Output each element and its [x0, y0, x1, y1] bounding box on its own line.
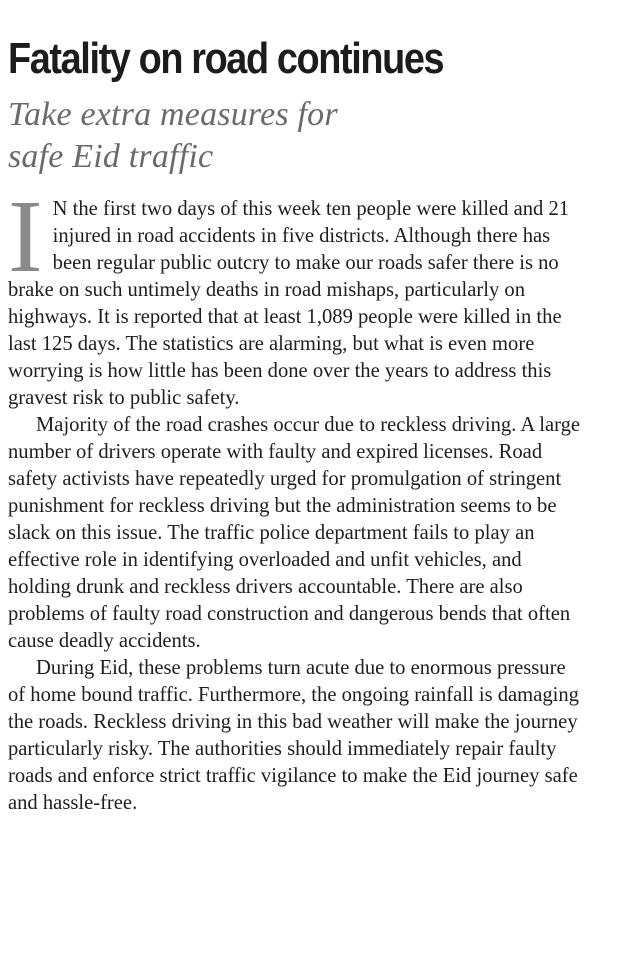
drop-cap: I [8, 179, 43, 294]
paragraph-3: During Eid, these problems turn acute due to enormous pressure of home bound traffic. Furthermore, the ongoing rainfall is damaging the roads. Reckless driving in this bad weather will make the journey particularly risky. The authorities should immediately repair faulty roads and enforce strict traffic vigilance to make the Eid journey safe and hassle-free. [8, 657, 579, 814]
article-body [8, 179, 586, 817]
subheadline-line-2: safe Eid traffic [8, 138, 214, 175]
headline: Fatality on road continues [8, 34, 444, 83]
editorial-article [8, 30, 586, 817]
subheadline-line-1: Take extra measures for [8, 96, 338, 133]
subheadline [8, 94, 586, 178]
paragraph-2: Majority of the road crashes occur due to reckless driving. A large number of drivers operate with faulty and expired licenses. Road safety activists have repeatedly urged for promulgation of stringent punishment for reckless driving but the administration seems to be slack on this issue. The traffic police department fails to play an effective role in identifying overloaded and unfit vehicles, and holding drunk and reckless drivers accountable. There are also problems of faulty road construction and dangerous bends that often cause deadly accidents. [8, 414, 581, 652]
paragraph-1 [8, 179, 586, 412]
paragraph-1-text: N the first two days of this week ten people were killed and 21 injured in road accidents in five districts. Although there has been regular public outcry to make our roads safer there is no brake on such untimely deaths in road mishaps, particularly on highways. It is reported that at least 1,089 people were killed in the last 125 days. The statistics are alarming, but what is even more worrying is how little has been done over the years to address this gravest risk to public safety. [8, 198, 570, 409]
